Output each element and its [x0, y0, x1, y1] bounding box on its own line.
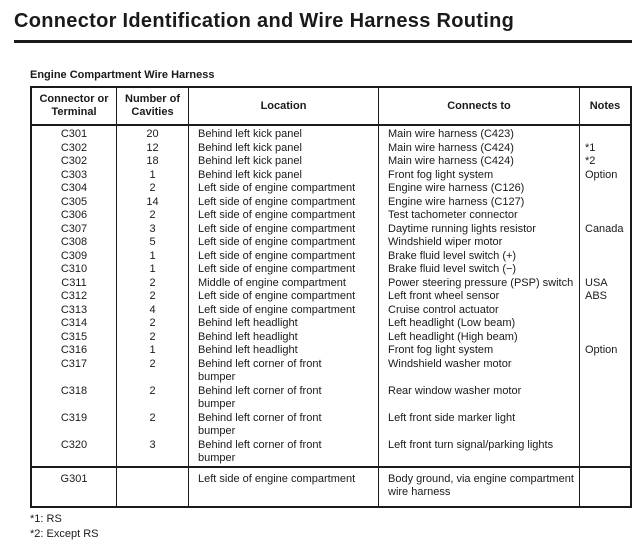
cell-notes: Canada: [585, 222, 624, 235]
cell-location: Behind left headlight: [189, 344, 379, 358]
cell-notes: [580, 196, 630, 210]
cell-cavities: 2: [117, 277, 189, 291]
cell-connector: C315: [32, 331, 117, 345]
header-cell-location: Location: [189, 88, 379, 126]
page-title: Connector Identification and Wire Harness Routing: [14, 10, 515, 32]
cell-connects-to: Engine wire harness (C127): [379, 196, 580, 210]
cell-notes: *1: [585, 141, 596, 154]
cell-connects-to: Daytime running lights resistor: [379, 223, 580, 237]
cell-location: Behind left corner of front bumper: [189, 358, 379, 385]
cell-location: Behind left corner of front bumper: [189, 412, 379, 439]
cell-cavities: 2: [117, 412, 189, 439]
cell-location: Behind left corner of front bumper: [189, 385, 379, 412]
cell-connects-to: Test tachometer connector: [379, 209, 580, 223]
cell-connects-to: Main wire harness (C423): [379, 126, 580, 142]
cell-notes: [580, 317, 630, 331]
cell-connector: C302: [32, 142, 117, 156]
cell-connector: C309: [32, 250, 117, 264]
cell-connects-to: Main wire harness (C424): [379, 155, 580, 169]
cell-notes: [580, 263, 630, 277]
cell-connects-to: Power steering pressure (PSP) switch: [379, 277, 580, 291]
cell-cavities: 3: [117, 223, 189, 237]
header-cell-cavities: Number of Cavities: [117, 88, 189, 126]
cell-cavities: 2: [117, 317, 189, 331]
cell-cavities: 4: [117, 304, 189, 318]
cell-location: Behind left headlight: [189, 317, 379, 331]
cell-connects-to: Left front wheel sensor: [379, 290, 580, 304]
cell-notes: ABS: [585, 290, 608, 302]
cell-location: Left side of engine compartment: [189, 304, 379, 318]
cell-notes: Option: [585, 344, 618, 356]
cell-connector: C312: [32, 290, 117, 304]
cell-connects-to: Engine wire harness (C126): [379, 182, 580, 196]
cell-location: Left side of engine compartment: [189, 290, 379, 304]
cell-cavities: 2: [117, 331, 189, 345]
cell-cavities: 5: [117, 236, 189, 250]
footnote-2: *2: Except RS: [30, 527, 99, 540]
title-rule: [14, 40, 632, 43]
footnotes: [30, 512, 640, 542]
cell-notes: USA: [585, 276, 608, 289]
cell-location: Behind left corner of front bumper: [189, 439, 379, 466]
cell-cavities: 1: [117, 250, 189, 264]
cell-connects-to: Front fog light system: [379, 344, 580, 358]
cell-connects-to: Cruise control actuator: [379, 304, 580, 318]
cell-connector: C303: [32, 169, 117, 183]
cell-connector: C301: [32, 126, 117, 142]
cell-cavities: [117, 466, 189, 506]
cell-cavities: 2: [117, 209, 189, 223]
cell-notes: [580, 250, 630, 264]
cell-location: Left side of engine compartment: [189, 196, 379, 210]
header-cell-connects-to: Connects to: [379, 88, 580, 126]
cell-cavities: 18: [117, 155, 189, 169]
cell-connector: C305: [32, 196, 117, 210]
cell-location: Left side of engine compartment: [189, 182, 379, 196]
cell-notes: [580, 209, 630, 223]
cell-connector: C302: [32, 155, 117, 169]
cell-connects-to: Brake fluid level switch (−): [379, 263, 580, 277]
cell-notes: [580, 182, 630, 196]
cell-cavities: 14: [117, 196, 189, 210]
cell-connector: C317: [32, 358, 117, 385]
cell-cavities: 1: [117, 344, 189, 358]
cell-connector: C306: [32, 209, 117, 223]
cell-connector: C307: [32, 223, 117, 237]
cell-cavities: 12: [117, 142, 189, 156]
header-cell-notes: Notes: [580, 88, 630, 126]
cell-location: Behind left headlight: [189, 331, 379, 345]
cell-location: Left side of engine compartment: [189, 250, 379, 264]
cell-notes: [580, 466, 630, 506]
cell-notes: [580, 331, 630, 345]
cell-connector: C310: [32, 263, 117, 277]
cell-location: Behind left kick panel: [189, 155, 379, 169]
cell-notes: [580, 439, 630, 466]
cell-location: Middle of engine compartment: [189, 277, 379, 291]
cell-location: Left side of engine compartment: [189, 209, 379, 223]
cell-cavities: 20: [117, 126, 189, 142]
cell-connector: C313: [32, 304, 117, 318]
header-cell-connector: Connector or Terminal: [32, 88, 117, 126]
cell-connects-to: Windshield wiper motor: [379, 236, 580, 250]
cell-connects-to: Left front turn signal/parking lights: [379, 439, 580, 466]
section-label: Engine Compartment Wire Harness: [30, 69, 215, 81]
cell-notes: *2: [585, 155, 596, 167]
cell-connector: G301: [32, 466, 117, 506]
cell-cavities: 2: [117, 290, 189, 304]
cell-cavities: 2: [117, 358, 189, 385]
cell-location: Left side of engine compartment: [189, 236, 379, 250]
cell-connects-to: Main wire harness (C424): [379, 142, 580, 156]
cell-cavities: 1: [117, 169, 189, 183]
cell-connects-to: Rear window washer motor: [379, 385, 580, 412]
cell-location: Left side of engine compartment: [189, 223, 379, 237]
document-page: [0, 10, 640, 552]
cell-location: Behind left kick panel: [189, 142, 379, 156]
cell-connector: C318: [32, 385, 117, 412]
cell-cavities: 2: [117, 182, 189, 196]
cell-connector: C316: [32, 344, 117, 358]
cell-location: Behind left kick panel: [189, 169, 379, 183]
cell-notes: Option: [585, 168, 618, 181]
cell-connects-to: Left front side marker light: [379, 412, 580, 439]
cell-connects-to: Left headlight (Low beam): [379, 317, 580, 331]
cell-notes: [580, 236, 630, 250]
cell-connects-to: Body ground, via engine compartment wire harness: [379, 466, 580, 506]
cell-cavities: 3: [117, 439, 189, 466]
cell-connector: C308: [32, 236, 117, 250]
cell-location: Behind left kick panel: [189, 126, 379, 142]
cell-cavities: 1: [117, 263, 189, 277]
cell-connector: C304: [32, 182, 117, 196]
cell-notes: [580, 304, 630, 318]
cell-connects-to: Left headlight (High beam): [379, 331, 580, 345]
cell-notes: [580, 358, 630, 385]
cell-location: Left side of engine compartment: [189, 466, 379, 506]
cell-connects-to: Brake fluid level switch (+): [379, 250, 580, 264]
footnote-1: *1: RS: [30, 512, 62, 525]
cell-connector: C319: [32, 412, 117, 439]
cell-connector: C311: [32, 277, 117, 291]
cell-connects-to: Front fog light system: [379, 169, 580, 183]
cell-connector: C314: [32, 317, 117, 331]
cell-notes: [580, 412, 630, 439]
cell-connector: C320: [32, 439, 117, 466]
cell-notes: [580, 385, 630, 412]
cell-cavities: 2: [117, 385, 189, 412]
harness-table: [30, 86, 632, 508]
cell-connects-to: Windshield washer motor: [379, 358, 580, 385]
cell-location: Left side of engine compartment: [189, 263, 379, 277]
cell-notes: [580, 126, 630, 142]
